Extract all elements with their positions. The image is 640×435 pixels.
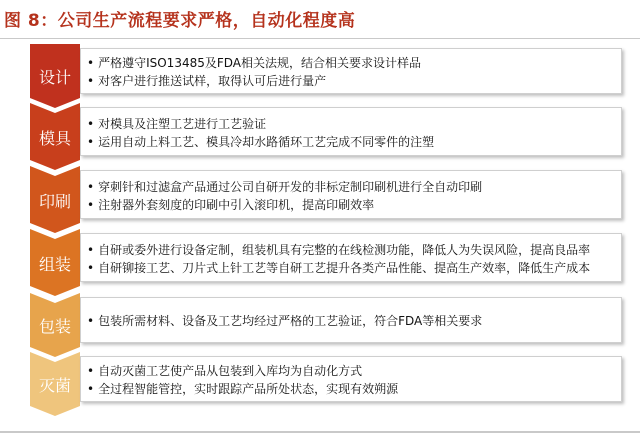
- bullet-item: • 自研或委外进行设备定制，组装机具有完整的在线检测功能，降低人为失误风险，提高良品率: [87, 241, 615, 259]
- process-step-sterilization: [0, 352, 640, 406]
- chevron-printing: [30, 166, 80, 233]
- bullet-item: • 对模具及注塑工艺进行工艺验证: [87, 115, 615, 133]
- process-step-design: [0, 44, 640, 98]
- step-label: 灭菌: [38, 376, 71, 395]
- description-panel: [80, 170, 622, 219]
- bullet-list: [87, 312, 615, 330]
- bullet-item: • 自动灭菌工艺使产品从包装到入库均为自动化方式: [87, 362, 615, 380]
- description-panel: [80, 297, 622, 343]
- step-label: 包装: [38, 317, 71, 336]
- description-panel: [80, 107, 622, 156]
- bullet-item: • 对客户进行推送试样，取得认可后进行量产: [87, 72, 615, 90]
- bullet-list: [87, 54, 615, 90]
- bullet-item: • 注射器外套刻度的印刷中引入滚印机，提高印刷效率: [87, 196, 615, 214]
- chevron-sterilization: [30, 352, 80, 416]
- description-panel: [80, 233, 622, 282]
- process-step-packaging: [0, 293, 640, 347]
- chevron-design: [30, 44, 80, 108]
- bottom-divider: [0, 431, 640, 433]
- step-label: 模具: [38, 129, 71, 148]
- description-panel: [80, 356, 622, 402]
- bullet-item: • 包装所需材料、设备及工艺均经过严格的工艺验证，符合FDA等相关要求: [87, 312, 615, 330]
- title-divider: [0, 38, 640, 39]
- bullet-item: • 穿刺针和过滤盒产品通过公司自研开发的非标定制印刷机进行全自动印刷: [87, 178, 615, 196]
- chevron-packaging: [30, 293, 80, 357]
- step-label: 组装: [38, 255, 71, 274]
- process-step-mold: [0, 103, 640, 160]
- step-label: 印刷: [38, 192, 71, 211]
- step-label: 设计: [38, 68, 71, 87]
- chevron-assembly: [30, 229, 80, 296]
- bullet-item: • 严格遵守ISO13485及FDA相关法规，结合相关要求设计样品: [87, 54, 615, 72]
- bullet-list: [87, 241, 615, 277]
- description-panel: [80, 48, 622, 94]
- figure-title: 图 8：公司生产流程要求严格，自动化程度高: [4, 11, 356, 31]
- bullet-list: [87, 362, 615, 398]
- bullet-item: • 全过程智能管控，实时跟踪产品所处状态，实现有效朔源: [87, 380, 615, 398]
- bullet-item: • 运用自动上料工艺、模具冷却水路循环工艺完成不同零件的注塑: [87, 133, 615, 151]
- process-step-printing: [0, 166, 640, 223]
- bullet-item: • 自研铆接工艺、刀片式上针工艺等自研工艺提升各类产品性能、提高生产效率，降低生产成本: [87, 259, 615, 277]
- bullet-list: [87, 115, 615, 151]
- chevron-mold: [30, 103, 80, 170]
- process-step-assembly: [0, 229, 640, 286]
- bullet-list: [87, 178, 615, 214]
